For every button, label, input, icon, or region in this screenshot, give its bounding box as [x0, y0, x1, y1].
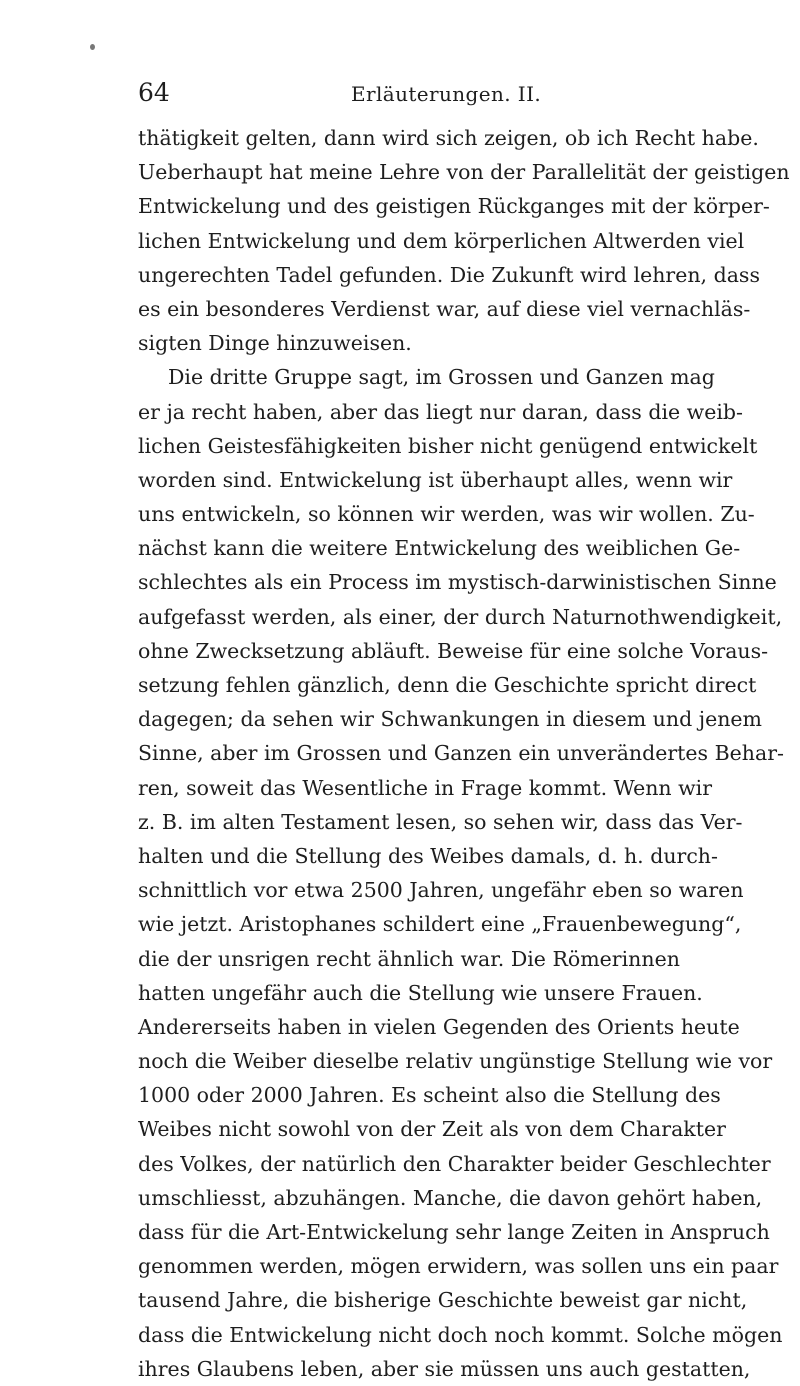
- text-line: thätigkeit gelten, dann wird sich zeigen, ob ich Recht habe.: [138, 126, 759, 150]
- text-line: es ein besonderes Verdienst war, auf diese viel vernachläs-: [138, 296, 751, 321]
- text-line: dass die Entwickelung nicht doch noch kommt. Solche mögen: [138, 1322, 783, 1347]
- text-line: Die dritte Gruppe sagt, im Grossen und Ganzen mag: [168, 365, 715, 390]
- text-line: Andererseits haben in vielen Gegenden des Orients heute: [138, 1014, 740, 1039]
- text-line: ungerechten Tadel gefunden. Die Zukunft wird lehren, dass: [138, 262, 760, 287]
- text-line: Weibes nicht sowohl von der Zeit als von dem Charakter: [138, 1117, 726, 1142]
- text-line: wie jetzt. Aristophanes schildert eine „Frauenbewegung“,: [138, 912, 742, 937]
- text-line: nächst kann die weitere Entwickelung des weiblichen Ge-: [138, 536, 741, 561]
- text-line: lichen Geistesfähigkeiten bisher nicht genügend entwickelt: [138, 433, 758, 458]
- text-line: dagegen; da sehen wir Schwankungen in diesem und jenem: [138, 707, 762, 732]
- text-line: Entwickelung und des geistigen Rückganges mit der körper-: [138, 194, 770, 219]
- text-line: aufgefasst werden, als einer, der durch Naturnothwendigkeit,: [138, 604, 783, 629]
- text-line: des Volkes, der natürlich den Charakter beider Geschlechter: [138, 1151, 771, 1176]
- text-line: sigten Dinge hinzuweisen.: [138, 331, 412, 356]
- text-line: worden sind. Entwickelung ist überhaupt alles, wenn wir: [138, 467, 733, 492]
- text-line: lichen Entwickelung und dem körperlichen Altwerden viel: [138, 228, 745, 253]
- text-line: schlechtes als ein Process im mystisch-darwinistischen Sinne: [138, 570, 777, 595]
- page-header: [138, 78, 661, 108]
- ink-speck: [90, 44, 95, 50]
- running-head: Erläuterungen. II.: [351, 82, 542, 106]
- text-line: halten und die Stellung des Weibes damals, d. h. durch-: [138, 843, 718, 868]
- text-line: ren, soweit das Wesentliche in Frage kommt. Wenn wir: [138, 775, 713, 800]
- text-line: genommen werden, mögen erwidern, was sollen uns ein paar: [138, 1254, 779, 1279]
- text-line: Ueberhaupt hat meine Lehre von der Parallelität der geistigen: [138, 160, 790, 185]
- text-line: setzung fehlen gänzlich, denn die Geschichte spricht direct: [138, 673, 757, 697]
- text-line: noch die Weiber dieselbe relativ ungünstige Stellung wie vor: [138, 1049, 773, 1074]
- text-line: Sinne, aber im Grossen und Ganzen ein unverändertes Behar-: [138, 741, 784, 766]
- text-line: er ja recht haben, aber das liegt nur daran, dass die weib-: [138, 399, 743, 424]
- text-line: uns entwickeln, so können wir werden, was wir wollen. Zu-: [138, 502, 755, 527]
- page-number: 64: [138, 78, 170, 107]
- text-line: hatten ungefähr auch die Stellung wie unsere Frauen.: [138, 980, 703, 1005]
- text-line: umschliesst, abzuhängen. Manche, die davon gehört haben,: [138, 1185, 763, 1210]
- body-text: [138, 121, 790, 1386]
- text-line: tausend Jahre, die bisherige Geschichte beweist gar nicht,: [138, 1288, 748, 1313]
- text-line: ihres Glaubens leben, aber sie müssen uns auch gestatten,: [138, 1356, 751, 1381]
- text-line: die der unsrigen recht ähnlich war. Die Römerinnen: [138, 946, 680, 971]
- text-line: ohne Zwecksetzung abläuft. Beweise für eine solche Voraus-: [138, 638, 769, 663]
- text-line: 1000 oder 2000 Jahren. Es scheint also die Stellung des: [138, 1083, 721, 1108]
- text-line: schnittlich vor etwa 2500 Jahren, ungefähr eben so waren: [138, 878, 744, 903]
- text-line: z. B. im alten Testament lesen, so sehen wir, dass das Ver-: [138, 809, 743, 834]
- text-line: dass für die Art-Entwickelung sehr lange Zeiten in Anspruch: [138, 1220, 770, 1244]
